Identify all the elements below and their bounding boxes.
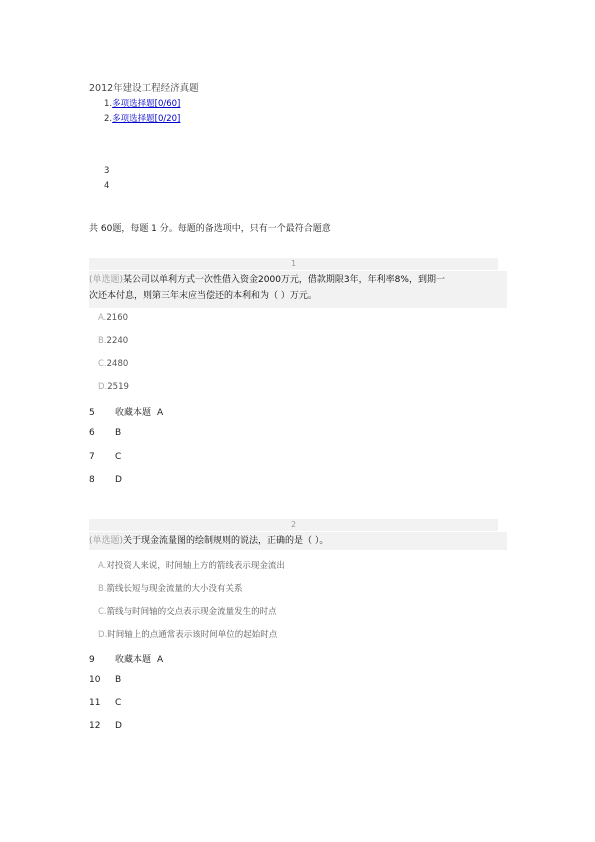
answer-choice-a[interactable]: A <box>157 408 164 418</box>
option-b[interactable] <box>98 582 243 594</box>
answer-row <box>89 721 122 731</box>
nav-link-section-1[interactable]: 多项选择题[0/60] <box>112 99 181 109</box>
option-letter: D. <box>98 630 108 640</box>
option-letter: A. <box>98 313 107 323</box>
option-text: 对投资人来说，时间轴上方的箭线表示现金流出 <box>106 561 285 571</box>
option-text: 2240 <box>106 336 129 346</box>
option-letter: C. <box>98 607 107 617</box>
answer-choice-a[interactable]: A <box>157 655 164 665</box>
answer-choice-c[interactable]: C <box>115 698 122 708</box>
row-number: 7 <box>89 452 95 462</box>
row-number: 6 <box>89 428 95 438</box>
question-stem <box>89 532 507 550</box>
option-text: 箭线与时间轴的交点表示现金流量发生的时点 <box>106 607 277 617</box>
option-letter: D. <box>98 382 108 392</box>
question-stem-line2: 次还本付息，则第三年末应当偿还的本利和为（ ）万元。 <box>89 291 317 301</box>
option-c[interactable] <box>98 605 277 617</box>
option-letter: B. <box>98 336 107 346</box>
answer-row <box>89 475 122 485</box>
option-letter: A. <box>98 561 107 571</box>
answer-row <box>89 405 163 418</box>
option-d[interactable] <box>98 382 129 392</box>
question-number-bar: 2 <box>89 519 498 531</box>
answer-choice-b[interactable]: B <box>115 428 122 438</box>
option-d[interactable] <box>98 628 277 640</box>
favorite-link[interactable]: 收藏本题 <box>115 408 152 418</box>
list-number: 3 <box>104 166 110 176</box>
option-text: 2519 <box>107 382 129 392</box>
answer-row <box>89 428 121 438</box>
nav-item-1 <box>104 97 180 109</box>
row-number: 10 <box>89 675 101 685</box>
option-text: 时间轴上的点通常表示该时间单位的起始时点 <box>107 630 278 640</box>
question-type: (单选题) <box>89 275 124 285</box>
answer-choice-d[interactable]: D <box>115 721 122 731</box>
nav-item-prefix: 2. <box>104 114 113 124</box>
option-text: 2480 <box>106 359 129 369</box>
answer-choice-c[interactable]: C <box>115 452 122 462</box>
answer-row <box>89 452 121 462</box>
row-number: 8 <box>89 475 95 485</box>
question-stem-line1: 某公司以单利方式一次性借入资金2000万元，借款期限3年，年利率8%，到期一 <box>123 275 445 285</box>
question-stem-line1: 关于现金流量图的绘制规则的说法，正确的是（ ）。 <box>123 536 329 546</box>
nav-link-section-2[interactable]: 多项选择题[0/20] <box>112 114 181 124</box>
answer-row <box>89 675 121 685</box>
row-number: 5 <box>89 408 95 418</box>
list-number: 4 <box>104 181 110 191</box>
question-stem <box>89 271 507 308</box>
page-title: 2012年建设工程经济真题 <box>89 83 199 94</box>
option-b[interactable] <box>98 336 128 346</box>
row-number: 11 <box>89 698 101 708</box>
option-letter: B. <box>98 584 107 594</box>
option-c[interactable] <box>98 359 128 369</box>
question-type: (单选题) <box>89 536 124 546</box>
row-number: 12 <box>89 721 101 731</box>
option-text: 箭线长短与现金流量的大小没有关系 <box>106 584 243 594</box>
option-text: 2160 <box>106 313 129 323</box>
favorite-link[interactable]: 收藏本题 <box>115 655 152 665</box>
answer-row <box>89 698 121 708</box>
nav-item-prefix: 1. <box>104 99 113 109</box>
section-intro: 共 60题，每题 1 分。每题的备选项中，只有一个最符合题意 <box>89 224 331 234</box>
row-number: 9 <box>89 655 95 665</box>
question-number-bar: 1 <box>89 258 498 270</box>
answer-choice-b[interactable]: B <box>115 675 122 685</box>
option-letter: C. <box>98 359 107 369</box>
answer-row <box>89 652 163 665</box>
option-a[interactable] <box>98 559 285 571</box>
option-a[interactable] <box>98 313 128 323</box>
nav-item-2 <box>104 112 180 124</box>
answer-choice-d[interactable]: D <box>115 475 122 485</box>
